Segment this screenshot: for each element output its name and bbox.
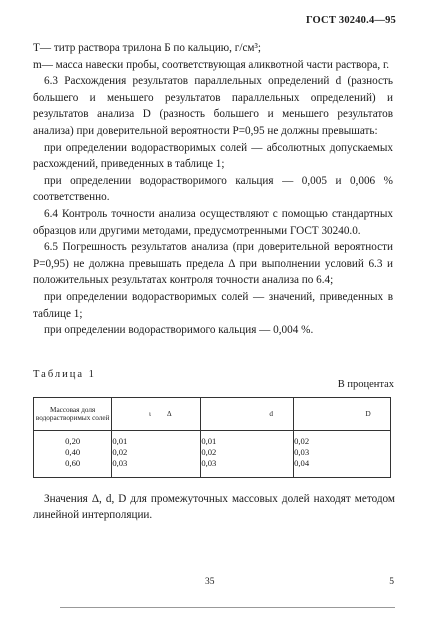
clause-6-3-salts: при определении водорастворимых солей — абсолютных допускаемых расхождений, приведенных в таблице 1; — [33, 141, 393, 171]
bottom-rule — [60, 607, 395, 608]
D-values: 0,02 0,03 0,04 — [294, 431, 391, 478]
clause-6-3: 6.3 Расхождения результатов параллельных определений d (разность большего и меньшего результатов параллельных определений) и результатов анализа D (разность большего и меньшего результатов анализа) при доверительной вероятности P=0,95 не должны превышать: — [33, 75, 393, 137]
table-unit: В процентах — [337, 379, 394, 390]
col-header-delta: ι Δ — [112, 398, 201, 431]
col-header-d: d — [201, 398, 294, 431]
interpolation-note: Значения Δ, d, D для промежуточных массовых долей находят методом линейной интерполяции. — [33, 493, 395, 521]
table-caption: Таблица 1 — [33, 369, 96, 380]
table-row — [34, 431, 391, 478]
clause-6-5-salts: при определении водорастворимых солей — значений, приведенных в таблице 1; — [33, 290, 393, 320]
clause-6-4: 6.4 Контроль точности анализа осуществляют с помощью стандартных образцов или другими методами, предусмотренными ГОСТ 30240.0. — [33, 207, 393, 237]
clause-6-3-calcium: при определении водорастворимого кальция — 0,005 и 0,006 % соответственно. — [33, 174, 393, 204]
table-header-row — [34, 398, 391, 431]
delta-values: 0,01 0,02 0,03 — [112, 431, 201, 478]
col-header-D: D — [294, 398, 391, 431]
definition-t: T— титр раствора трилона Б по кальцию, г/см³; — [33, 42, 261, 54]
col-header-mass-fraction: Массовая доля водорастворимых солей — [34, 398, 112, 431]
mass-fraction-values: 0,20 0,40 0,60 — [34, 431, 112, 478]
clause-6-5: 6.5 Погрешность результатов анализа (при доверительной вероятности P=0,95) не должна превышать предела Δ при выполнении условий 6.3 и положительных результатах контроля точности анализа по 6.4; — [33, 241, 393, 287]
definition-m: m— масса навески пробы, соответствующая аликвотной части раствора, г. — [33, 58, 390, 71]
body-text — [33, 40, 393, 339]
tolerance-table — [33, 397, 391, 478]
clause-6-5-calcium: при определении водорастворимого кальция — 0,004 %. — [44, 324, 314, 337]
page-number-center: 35 — [205, 577, 215, 587]
page-number-right: 5 — [389, 577, 394, 587]
standard-header: ГОСТ 30240.4—95 — [305, 15, 396, 26]
d-values: 0,01 0,02 0,03 — [201, 431, 294, 478]
